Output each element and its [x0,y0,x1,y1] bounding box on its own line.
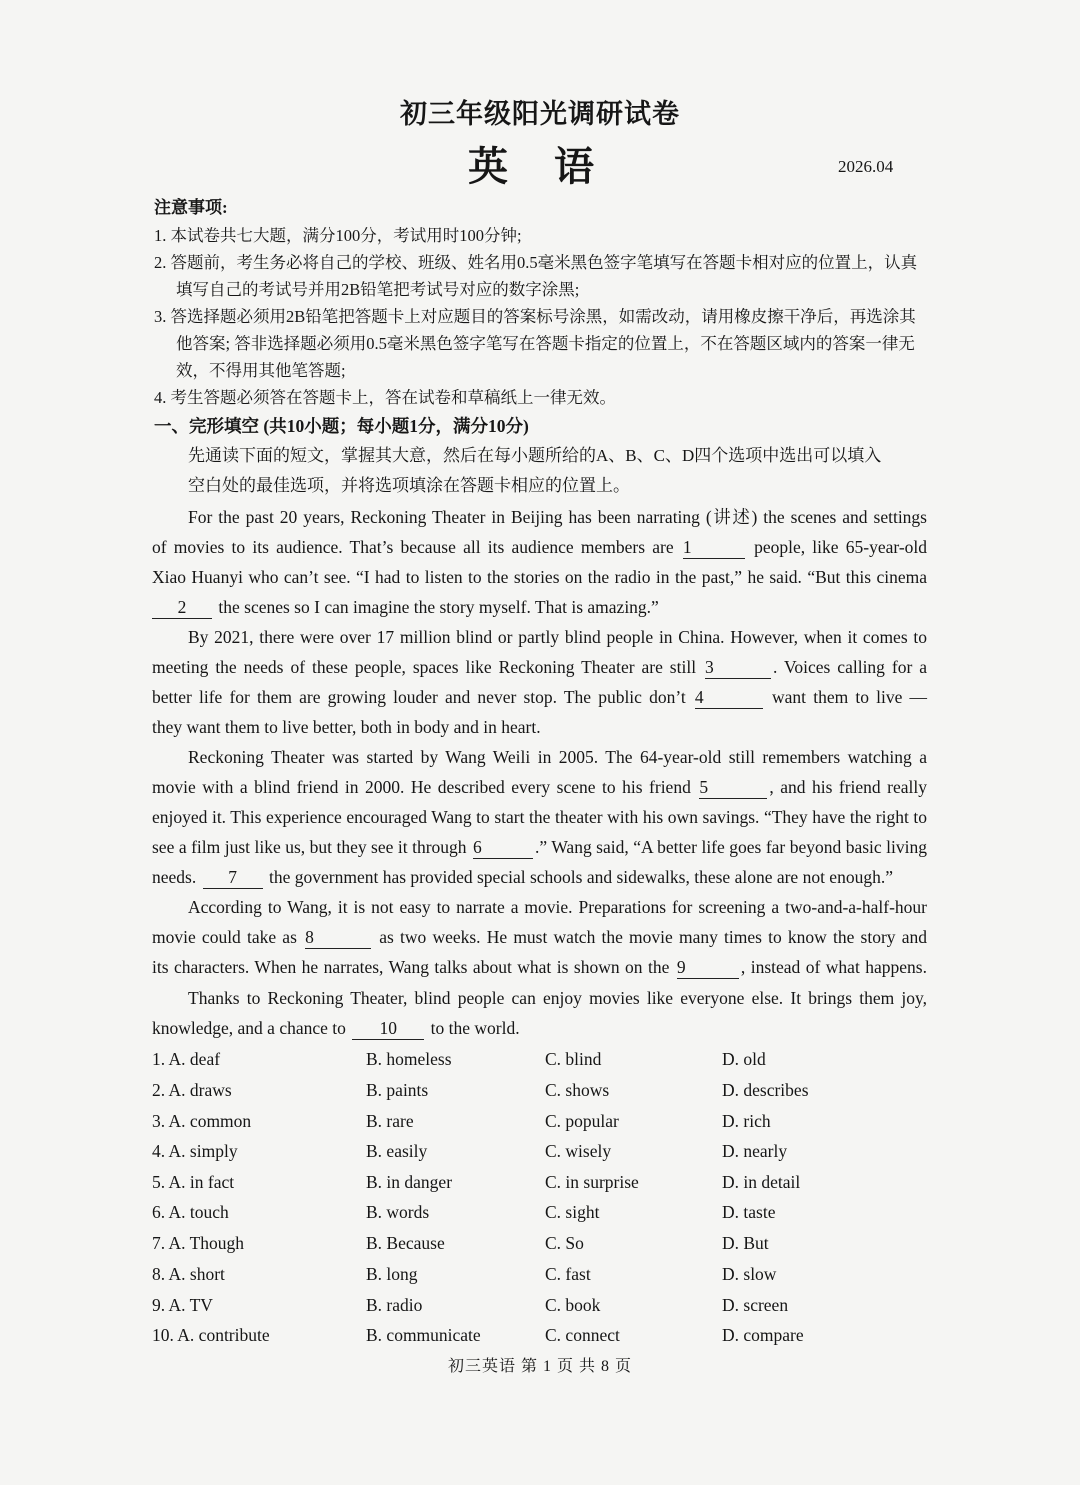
option-b: B. communicate [366,1325,481,1345]
option-c: C. popular [545,1111,619,1131]
notice-title: 注意事项: [154,198,228,217]
blank-6: 6 [473,836,533,859]
passage-line: According to Wang, it is not easy to narrate a movie. Preparations for screening a two-and-a-half-hour [188,897,927,917]
passage-text: movie with a blind friend in 2000. He described every scene to his friend [152,777,691,797]
section-instruction: 空白处的最佳选项，并将选项填涂在答题卡相应的位置上。 [188,476,630,495]
passage-line: For the past 20 years, Reckoning Theater in Beijing has been narrating (讲述) the scenes and settings [188,507,927,527]
notice-item-2 [154,249,930,303]
notice-text: 2. 答题前，考生务必将自己的学校、班级、姓名用0.5毫米黑色签字笔填写在答题卡相对应的位置上，认真 [154,253,918,272]
option-row [152,1136,932,1166]
blank-7: 7 [203,866,263,889]
option-row [152,1167,932,1197]
option-d: D. slow [722,1264,777,1284]
option-a: 7. A. Though [152,1233,245,1253]
option-c: C. wisely [545,1141,612,1161]
passage-text: the scenes so I can imagine the story myself. That is amazing.” [218,597,659,617]
notice-item-1 [154,222,930,249]
notice-text-cont: 他答案; 答非选择题必须用0.5毫米黑色签字笔写在答题卡指定的位置上，不在答题区域内的答案一律无 [176,334,915,353]
passage-text: see a film just like us, but they see it through [152,837,467,857]
passage-text: people, like 65-year-old [754,537,928,557]
option-a: 4. A. simply [152,1141,238,1161]
passage-line [152,1013,927,1043]
passage-line: they want them to live better, both in body and in heart. [152,717,541,737]
page-footer: 初三英语 第 1 页 共 8 页 [447,1358,632,1375]
option-row [152,1290,932,1320]
notice-text-cont: 填写自己的考试号并用2B铅笔把考试号对应的数字涂黑; [176,280,580,299]
passage-text: , and his friend really [769,777,928,797]
passage-line [152,922,927,952]
passage-line [152,652,927,682]
option-c: C. fast [545,1264,591,1284]
section-instruction: 先通读下面的短文，掌握其大意，然后在每小题所给的A、B、C、D四个选项中选出可以填入 [188,446,882,465]
passage-text: movie could take as [152,927,297,947]
option-a: 3. A. common [152,1111,252,1131]
option-b: B. homeless [366,1049,452,1069]
passage-text: .” Wang said, “A better life goes far beyond basic living [535,837,927,857]
exam-date: 2026.04 [838,157,894,176]
option-a: 2. A. draws [152,1080,232,1100]
option-a: 6. A. touch [152,1202,229,1222]
option-b: B. Because [366,1233,445,1253]
option-b: B. rare [366,1111,414,1131]
option-c: C. book [545,1295,601,1315]
option-c: C. So [545,1233,584,1253]
option-a: 10. A. contribute [152,1325,270,1345]
subject-title: 英 语 [468,144,612,189]
option-b: B. paints [366,1080,429,1100]
passage-text: meeting the needs of these people, spaces like Reckoning Theater are still [152,657,697,677]
option-row [152,1228,932,1258]
option-row [152,1044,932,1074]
passage-text: the government has provided special schools and sidewalks, these alone are not enough.” [268,867,893,887]
passage-line: Thanks to Reckoning Theater, blind people can enjoy movies like everyone else. It brings them joy, [188,988,927,1008]
option-d: D. rich [722,1111,771,1131]
option-d: D. old [722,1049,766,1069]
passage-line [152,952,927,982]
option-row [152,1075,932,1105]
passage-line [152,862,927,892]
section-title: 一、完形填空 (共10小题；每小题1分，满分10分) [154,416,529,436]
option-c: C. connect [545,1325,620,1345]
option-row [152,1106,932,1136]
notice-item-4 [154,384,930,411]
blank-2: 2 [152,596,212,619]
passage-text: better life for them are growing louder and never stop. The public don’t [152,687,686,707]
option-d: D. taste [722,1202,776,1222]
blank-1: 1 [683,536,745,559]
passage-text: to the world. [430,1018,520,1038]
notice-text-cont: 效，不得用其他笔答题; [176,361,346,380]
passage-text: want them to live — [772,687,928,707]
passage-line: enjoyed it. This experience encouraged Wang to start the theater with his own savings. “They have the right to [152,807,927,827]
passage-line: Xiao Huanyi who can’t see. “I had to listen to the stories on the radio in the past,” he said. “But this cinema [152,567,927,587]
option-d: D. But [722,1233,769,1253]
passage-line: By 2021, there were over 17 million blind or partly blind people in China. However, when it comes to [188,627,927,647]
option-a: 5. A. in fact [152,1172,235,1192]
passage-line [152,772,927,802]
notice-item-3 [154,303,930,384]
option-b: B. long [366,1264,418,1284]
option-row [152,1197,932,1227]
option-a: 1. A. deaf [152,1049,221,1069]
blank-5: 5 [699,776,767,799]
option-b: B. words [366,1202,430,1222]
option-c: C. in surprise [545,1172,639,1192]
blank-4: 4 [695,686,763,709]
option-c: C. shows [545,1080,610,1100]
option-d: D. describes [722,1080,809,1100]
passage-text: knowledge, and a chance to [152,1018,346,1038]
passage-text: needs. [152,867,197,887]
option-d: D. compare [722,1325,804,1345]
option-b: B. radio [366,1295,423,1315]
passage-line [152,832,927,862]
passage-text: of movies to its audience. That’s because all its audience members are [152,537,674,557]
passage-text: . Voices calling for a [773,657,927,677]
option-c: C. blind [545,1049,602,1069]
passage-text: as two weeks. He must watch the movie many times to know the story and [379,927,927,947]
blank-8: 8 [305,926,371,949]
option-row [152,1259,932,1289]
option-c: C. sight [545,1202,600,1222]
passage-text: its characters. When he narrates, Wang talks about what is shown on the [152,957,670,977]
passage-line: Reckoning Theater was started by Wang Weili in 2005. The 64-year-old still remembers watching a [188,747,927,767]
blank-3: 3 [705,656,771,679]
blank-10: 10 [352,1017,424,1040]
option-a: 9. A. TV [152,1295,213,1315]
passage-line [152,682,927,712]
option-d: D. screen [722,1295,789,1315]
option-a: 8. A. short [152,1264,225,1284]
blank-9: 9 [677,956,739,979]
option-row [152,1320,932,1350]
passage-line [152,532,927,562]
notice-text: 3. 答选择题必须用2B铅笔把答题卡上对应题目的答案标号涂黑，如需改动，请用橡皮擦干净后，再选涂其 [154,307,916,326]
notice-text: 1. 本试卷共七大题，满分100分，考试用时100分钟; [154,226,522,245]
exam-title: 初三年级阳光调研试卷 [400,99,680,129]
notice-text: 4. 考生答题必须答在答题卡上，答在试卷和草稿纸上一律无效。 [154,388,616,407]
passage-line [152,592,927,622]
option-b: B. easily [366,1141,428,1161]
passage-text: , instead of what happens. [740,957,927,977]
option-d: D. nearly [722,1141,788,1161]
option-b: B. in danger [366,1172,453,1192]
option-d: D. in detail [722,1172,801,1192]
